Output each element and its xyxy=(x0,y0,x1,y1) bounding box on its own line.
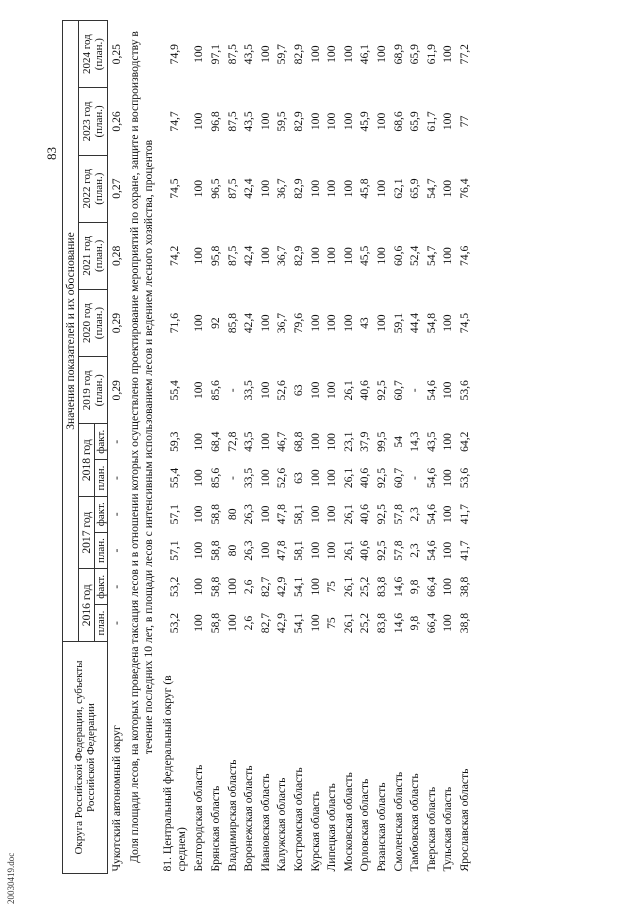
table-row xyxy=(159,21,191,874)
value-cell: 82,9 xyxy=(291,44,305,65)
value-cell: 92,5 xyxy=(374,380,388,401)
plan-subheader: план. xyxy=(95,460,108,497)
value-cell: 100 xyxy=(374,314,388,332)
value-cell: 100 xyxy=(258,381,272,399)
value-cell: 77,2 xyxy=(457,44,471,65)
value-cell: 92,5 xyxy=(374,540,388,561)
value-cell: 26,1 xyxy=(341,380,355,401)
plan-year-header-2024: 2024 год (план.) xyxy=(79,21,108,88)
value-cell: 100 xyxy=(374,179,388,198)
value-cell: 58,8 xyxy=(208,540,222,561)
value-cell: 41,7 xyxy=(457,540,471,561)
value-cell: 38,8 xyxy=(457,612,471,634)
value-cell: 100 xyxy=(192,381,206,399)
value-cell: 100 xyxy=(258,112,272,131)
indicator-description-row xyxy=(125,21,159,874)
value-cell: 60,7 xyxy=(391,380,405,401)
region-name: Тульская область xyxy=(441,786,455,872)
value-cell: 100 xyxy=(325,45,339,63)
value-cell: 100 xyxy=(325,247,339,265)
value-cell: 26,1 xyxy=(341,540,355,561)
value-cell: 100 xyxy=(325,469,339,487)
value-cell: 100 xyxy=(258,247,272,265)
value-cell: 63 xyxy=(291,472,305,484)
value-cell: 52,6 xyxy=(275,467,289,489)
value-cell: 100 xyxy=(258,433,272,451)
value-cell: 92 xyxy=(208,317,222,329)
table-header xyxy=(63,21,108,874)
value-cell: 53,6 xyxy=(457,380,471,401)
value-cell: 40,6 xyxy=(358,540,372,561)
value-cell: 83,8 xyxy=(374,612,388,634)
value-cell: 100 xyxy=(308,541,322,560)
value-cell: 59,5 xyxy=(275,111,289,132)
value-cell: 58,8 xyxy=(208,576,222,597)
value-cell: 87,5 xyxy=(225,111,239,132)
value-cell: 100 xyxy=(308,314,322,332)
value-cell: 100 xyxy=(192,614,206,632)
value-cell: 82,7 xyxy=(258,612,272,634)
value-cell: 33,5 xyxy=(242,467,256,489)
value-cell: 100 xyxy=(341,314,355,332)
value-cell: 100 xyxy=(441,433,455,451)
region-name: Рязанская область xyxy=(374,782,388,872)
table-row xyxy=(357,21,374,874)
value-cell: 100 xyxy=(308,505,322,523)
value-cell: 100 xyxy=(258,541,272,560)
value-cell: 9,8 xyxy=(408,615,422,631)
page-number: 83 xyxy=(44,147,59,160)
table-row xyxy=(224,21,241,874)
value-cell: 100 xyxy=(192,314,206,332)
value-cell: 54,6 xyxy=(424,504,438,525)
value-cell: 14,3 xyxy=(408,431,422,452)
value-cell: 100 xyxy=(441,179,455,198)
value-cell: 57,8 xyxy=(391,504,405,525)
value-cell: 100 xyxy=(325,433,339,451)
value-cell: 0,25 xyxy=(109,44,123,65)
region-name: Воронежская область xyxy=(242,765,256,872)
value-cell: 52,4 xyxy=(408,245,422,267)
region-name: Ивановская область xyxy=(258,773,272,872)
value-cell: 82,9 xyxy=(291,178,305,199)
value-cell: 74,5 xyxy=(168,178,182,199)
region-name: Калужская область xyxy=(275,777,289,872)
table-row xyxy=(406,21,423,874)
value-cell: 100 xyxy=(441,45,455,63)
value-cell: 96,5 xyxy=(208,178,222,199)
value-cell: 100 xyxy=(441,614,455,632)
value-cell: 100 xyxy=(225,614,239,632)
plan-year-header-2023: 2023 год (план.) xyxy=(79,88,108,155)
region-column-header: Округа Российской Федерации, субъекты Российской Федерации xyxy=(63,642,108,874)
value-cell: 100 xyxy=(258,469,272,487)
value-cell: 14,6 xyxy=(391,612,405,634)
table-row xyxy=(240,21,257,874)
value-cell: 85,8 xyxy=(225,312,239,334)
value-cell: 100 xyxy=(192,541,206,560)
value-cell: 80 xyxy=(225,508,239,521)
value-cell: 59,7 xyxy=(275,44,289,65)
value-cell: 47,8 xyxy=(275,540,289,561)
value-cell: 100 xyxy=(441,112,455,131)
value-cell: 42,4 xyxy=(242,312,256,334)
values-group-header: Значения показателей и их обоснование xyxy=(63,21,79,642)
value-cell: 43 xyxy=(358,317,372,329)
value-cell: 26,1 xyxy=(341,467,355,489)
value-cell: 100 xyxy=(308,469,322,487)
document-footer: 20030419.doc xyxy=(6,852,16,904)
value-cell: 92,5 xyxy=(374,467,388,489)
value-cell: - xyxy=(109,476,123,480)
table-row xyxy=(108,21,125,874)
table-row xyxy=(290,21,307,874)
value-cell: 74,6 xyxy=(457,245,471,267)
value-cell: 100 xyxy=(308,179,322,198)
table-row xyxy=(423,21,440,874)
value-cell: 100 xyxy=(374,112,388,131)
value-cell: 100 xyxy=(192,112,206,131)
value-cell: 100 xyxy=(341,112,355,131)
value-cell: 59,3 xyxy=(168,431,182,452)
value-cell: - xyxy=(408,388,422,393)
value-cell: 65,9 xyxy=(408,44,422,65)
value-cell: - xyxy=(109,439,123,444)
value-cell: 53,6 xyxy=(457,467,471,489)
value-cell: 100 xyxy=(441,469,455,487)
value-cell: 100 xyxy=(441,247,455,265)
value-cell: 75 xyxy=(325,617,339,629)
region-name: Тверская область xyxy=(424,786,438,872)
value-cell: - xyxy=(109,621,123,626)
value-cell: 53,2 xyxy=(168,576,182,597)
value-cell: 42,4 xyxy=(242,178,256,199)
value-cell: 63 xyxy=(291,384,305,397)
value-cell: 54,1 xyxy=(291,612,305,634)
fact-subheader: факт. xyxy=(95,424,108,460)
value-cell: 100 xyxy=(258,45,272,63)
value-cell: 100 xyxy=(308,112,322,131)
value-cell: 53,2 xyxy=(168,612,182,634)
year-header-2016: 2016 год xyxy=(79,569,95,642)
value-cell: 42,9 xyxy=(275,612,289,634)
value-cell: 100 xyxy=(308,578,322,596)
value-cell: 45,9 xyxy=(358,111,372,132)
value-cell: 61,9 xyxy=(424,44,438,65)
value-cell: 59,1 xyxy=(391,312,405,334)
value-cell: 76,4 xyxy=(457,178,471,199)
value-cell: 65,9 xyxy=(408,111,422,132)
value-cell: 26,1 xyxy=(341,576,355,597)
value-cell: - xyxy=(408,476,422,480)
region-name: Тамбовская область xyxy=(408,773,422,872)
table-row xyxy=(191,21,208,874)
table-body xyxy=(108,21,473,874)
table-row xyxy=(390,21,407,874)
value-cell: 100 xyxy=(258,179,272,198)
value-cell: 54,6 xyxy=(424,467,438,489)
value-cell: 46,1 xyxy=(358,44,372,65)
value-cell: 100 xyxy=(308,381,322,399)
value-cell: 55,4 xyxy=(168,380,182,401)
value-cell: 36,7 xyxy=(275,312,289,334)
table-row xyxy=(456,21,473,874)
value-cell: 68,4 xyxy=(208,431,222,452)
value-cell: 100 xyxy=(341,179,355,198)
value-cell: 66,4 xyxy=(424,612,438,634)
value-cell: 75 xyxy=(325,581,339,593)
value-cell: 100 xyxy=(308,433,322,451)
value-cell: 2,6 xyxy=(242,615,256,631)
value-cell: 100 xyxy=(441,578,455,596)
value-cell: 25,2 xyxy=(358,576,372,597)
value-cell: 100 xyxy=(325,541,339,560)
value-cell: 68,9 xyxy=(391,44,405,65)
value-cell: 57,8 xyxy=(391,540,405,561)
value-cell: 74,7 xyxy=(168,111,182,132)
region-name: Владимирская область xyxy=(225,759,239,872)
value-cell: 100 xyxy=(192,469,206,487)
value-cell: 54,7 xyxy=(424,178,438,199)
value-cell: 60,6 xyxy=(391,245,405,267)
value-cell: 0,29 xyxy=(109,380,123,401)
region-name: Ярославская область xyxy=(457,768,471,872)
region-name: Брянская область xyxy=(208,785,222,872)
value-cell: 95,8 xyxy=(208,245,222,267)
value-cell: 25,2 xyxy=(358,612,372,634)
value-cell: - xyxy=(225,388,239,393)
value-cell: 42,4 xyxy=(242,245,256,267)
value-cell: 82,9 xyxy=(291,245,305,267)
value-cell: 100 xyxy=(441,541,455,560)
value-cell: 43,5 xyxy=(242,431,256,452)
value-cell: 80 xyxy=(225,544,239,557)
value-cell: 100 xyxy=(441,505,455,523)
value-cell: 52,6 xyxy=(275,380,289,401)
year-header-2017: 2017 год xyxy=(79,496,95,569)
value-cell: 2,3 xyxy=(408,543,422,558)
plan-year-header-2020: 2020 год (план.) xyxy=(79,289,108,356)
value-cell: 36,7 xyxy=(275,178,289,199)
value-cell: 14,6 xyxy=(391,576,405,597)
plan-year-header-2022: 2022 год (план.) xyxy=(79,155,108,222)
value-cell: 100 xyxy=(192,179,206,198)
value-cell: 33,5 xyxy=(242,380,256,401)
table-row xyxy=(323,21,340,874)
value-cell: 40,6 xyxy=(358,504,372,525)
value-cell: 92,5 xyxy=(374,504,388,525)
value-cell: 66,4 xyxy=(424,576,438,597)
value-cell: 0,26 xyxy=(109,111,123,132)
value-cell: 58,8 xyxy=(208,612,222,634)
value-cell: 54,8 xyxy=(424,312,438,334)
table-row xyxy=(307,21,324,874)
plan-year-header-2021: 2021 год (план.) xyxy=(79,222,108,289)
region-name: Московская область xyxy=(341,772,355,872)
value-cell: 100 xyxy=(192,247,206,265)
value-cell: 74,9 xyxy=(168,44,182,65)
value-cell: 74,2 xyxy=(168,245,182,267)
table-row xyxy=(373,21,390,874)
region-name: Липецкая область xyxy=(325,783,339,872)
value-cell: 58,8 xyxy=(208,504,222,525)
value-cell: 42,9 xyxy=(275,576,289,597)
table-row xyxy=(257,21,274,874)
value-cell: 99,5 xyxy=(374,431,388,452)
value-cell: 68,8 xyxy=(291,431,305,452)
value-cell: 26,3 xyxy=(242,540,256,561)
value-cell: 60,7 xyxy=(391,467,405,489)
value-cell: 2,6 xyxy=(242,579,256,595)
value-cell: 54,6 xyxy=(424,540,438,561)
rotated-page-content xyxy=(62,20,572,874)
value-cell: 100 xyxy=(192,578,206,596)
value-cell: 79,6 xyxy=(291,312,305,334)
value-cell: 96,8 xyxy=(208,111,222,132)
value-cell: 100 xyxy=(325,112,339,131)
value-cell: 100 xyxy=(325,179,339,198)
value-cell: 100 xyxy=(441,314,455,332)
value-cell: 43,5 xyxy=(242,44,256,65)
fact-subheader: факт. xyxy=(95,496,108,532)
value-cell: 65,9 xyxy=(408,178,422,199)
value-cell: 100 xyxy=(341,247,355,265)
value-cell: 83,8 xyxy=(374,576,388,597)
value-cell: 64,2 xyxy=(457,431,471,452)
value-cell: 46,7 xyxy=(275,431,289,452)
plan-year-header-2019: 2019 год (план.) xyxy=(79,357,108,424)
value-cell: 100 xyxy=(325,314,339,332)
value-cell: 44,4 xyxy=(408,312,422,334)
value-cell: 40,6 xyxy=(358,467,372,489)
value-cell: 71,6 xyxy=(168,312,182,334)
value-cell: 85,6 xyxy=(208,380,222,401)
value-cell: 74,5 xyxy=(457,312,471,334)
table-row xyxy=(274,21,291,874)
value-cell: 43,5 xyxy=(242,111,256,132)
value-cell: 61,7 xyxy=(424,111,438,132)
region-name: Чукотский автономный округ xyxy=(109,725,123,872)
value-cell: 23,1 xyxy=(341,431,355,452)
table-row xyxy=(340,21,357,874)
value-cell: 2,3 xyxy=(408,507,422,522)
value-cell: 100 xyxy=(308,614,322,632)
region-name: 81. Центральный федеральный округ (в среднем) xyxy=(160,675,188,872)
region-name: Смоленская область xyxy=(391,771,405,872)
value-cell: 40,6 xyxy=(358,380,372,401)
value-cell: 26,1 xyxy=(341,612,355,634)
region-name: Белгородская область xyxy=(192,764,206,872)
value-cell: - xyxy=(109,584,123,589)
value-cell: 0,28 xyxy=(109,245,123,267)
indicator-description: Доля площади лесов, на которых проведена таксация лесов и в отношении которых осуществлено проектирование мероприятий по охране, защите и воспроизводству в течение последних 10 лет, в площади лесов с интенсивным использованием лесов и ведением лесного хозяйства, процентов xyxy=(128,31,155,863)
value-cell: 26,1 xyxy=(341,504,355,525)
region-name: Костромская область xyxy=(291,767,305,872)
value-cell: 100 xyxy=(325,381,339,399)
value-cell: 100 xyxy=(341,45,355,63)
value-cell: 100 xyxy=(192,433,206,451)
value-cell: 58,1 xyxy=(291,540,305,561)
value-cell: 47,8 xyxy=(275,504,289,525)
value-cell: 0,27 xyxy=(109,178,123,199)
region-name: Орловская область xyxy=(358,778,372,872)
value-cell: 37,9 xyxy=(358,431,372,452)
value-cell: 62,1 xyxy=(391,178,405,199)
plan-subheader: план. xyxy=(95,532,108,569)
value-cell: 54,1 xyxy=(291,576,305,597)
value-cell: 100 xyxy=(441,381,455,399)
value-cell: 100 xyxy=(192,505,206,523)
fact-subheader: факт. xyxy=(95,569,108,605)
value-cell: 100 xyxy=(374,247,388,265)
value-cell: 54,7 xyxy=(424,245,438,267)
value-cell: 38,8 xyxy=(457,576,471,597)
value-cell: 55,4 xyxy=(168,467,182,489)
value-cell: 100 xyxy=(308,45,322,63)
value-cell: 54 xyxy=(391,435,405,448)
value-cell: 0,29 xyxy=(109,312,123,334)
value-cell: 77 xyxy=(457,115,471,128)
indicator-table xyxy=(62,20,473,874)
value-cell: 41,7 xyxy=(457,504,471,525)
value-cell: 36,7 xyxy=(275,245,289,267)
value-cell: 87,5 xyxy=(225,44,239,65)
value-cell: 100 xyxy=(225,578,239,596)
value-cell: 100 xyxy=(258,314,272,332)
table-row xyxy=(207,21,224,874)
region-name: Курская область xyxy=(308,791,322,872)
value-cell: 97,1 xyxy=(208,44,222,65)
value-cell: - xyxy=(225,476,239,480)
value-cell: 85,6 xyxy=(208,467,222,489)
value-cell: - xyxy=(109,548,123,553)
value-cell: 57,1 xyxy=(168,504,182,525)
value-cell: 82,7 xyxy=(258,576,272,597)
table-row xyxy=(440,21,457,874)
value-cell: - xyxy=(109,512,123,517)
value-cell: 82,9 xyxy=(291,111,305,132)
value-cell: 58,1 xyxy=(291,504,305,525)
value-cell: 72,8 xyxy=(225,431,239,452)
value-cell: 45,8 xyxy=(358,178,372,199)
value-cell: 87,5 xyxy=(225,245,239,267)
value-cell: 87,5 xyxy=(225,178,239,199)
value-cell: 68,6 xyxy=(391,111,405,132)
value-cell: 100 xyxy=(374,45,388,63)
value-cell: 54,6 xyxy=(424,380,438,401)
value-cell: 57,1 xyxy=(168,540,182,561)
value-cell: 43,5 xyxy=(424,431,438,452)
value-cell: 26,3 xyxy=(242,504,256,525)
value-cell: 45,5 xyxy=(358,245,372,267)
value-cell: 9,8 xyxy=(408,579,422,595)
plan-subheader: план. xyxy=(95,605,108,642)
value-cell: 100 xyxy=(308,247,322,265)
value-cell: 100 xyxy=(192,45,206,63)
value-cell: 100 xyxy=(258,505,272,523)
year-header-2018: 2018 год xyxy=(79,424,95,497)
value-cell: 100 xyxy=(325,505,339,523)
